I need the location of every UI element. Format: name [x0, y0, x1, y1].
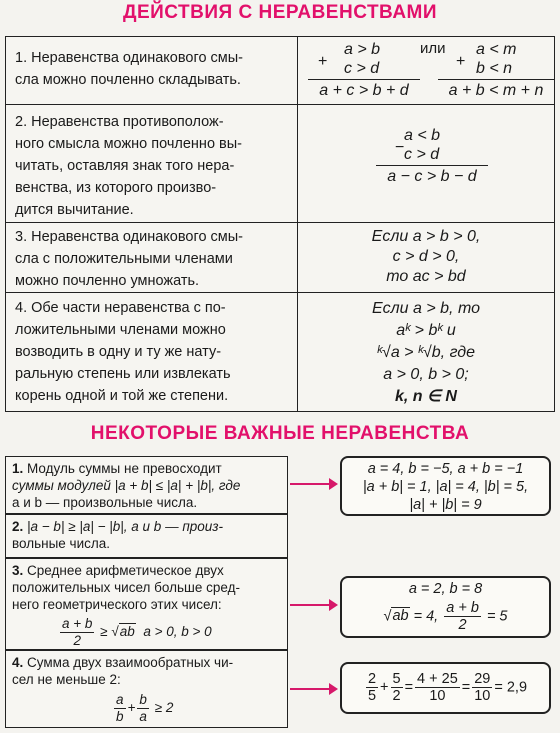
formula-line: c > d > 0, — [392, 248, 460, 265]
frac-den: 10 — [474, 688, 491, 704]
frac-num: 4 + 25 — [417, 671, 458, 687]
frac-num: b — [139, 692, 147, 707]
item-line: суммы модулей |a + b| ≤ |a| + |b|, где — [12, 478, 241, 493]
frac-den: b — [116, 709, 124, 724]
rule-line: можно почленно умножать. — [15, 273, 200, 289]
item-line: положительных чисел больше сред- — [12, 580, 240, 595]
frac-den: 10 — [429, 688, 446, 704]
example-line: |a| + |b| = 9 — [409, 497, 482, 513]
formula-line: то ac > bd — [386, 268, 466, 285]
item-number: 2. — [12, 519, 24, 534]
important-item-4 — [5, 650, 288, 728]
am-gm-formula: $\frac{a + b}{2}$ ≥ √ab a > 0, b > 0 — [62, 616, 212, 648]
frac-num: 2 — [367, 671, 377, 687]
rule-line: 3. Неравенства одинакового смы- — [15, 229, 244, 245]
col-line: a < m — [476, 41, 517, 58]
formula-line: Если a > b, то — [371, 300, 480, 317]
rule-line: сла можно почленно складывать. — [15, 72, 241, 88]
col-result: a + c > b + d — [308, 79, 420, 100]
col-result: a − c > b − d — [376, 165, 488, 186]
item-line: a и b — произвольные числа. — [12, 495, 198, 510]
example-line: a = 4, b = −5, a + b = −1 — [367, 461, 524, 477]
frac-den: 2 — [73, 633, 81, 648]
rule-text-3 — [6, 223, 298, 292]
item-line: Среднее арифметическое двух — [27, 563, 224, 578]
example-line: |a + b| = 1, |a| = 4, |b| = 5, — [362, 479, 529, 495]
formula-line: ᵏ√a > ᵏ√b, где — [376, 344, 476, 361]
example-box-4: $\frac{2}{5}$ + $\frac{5}{2}$ = $\frac{4 + 25}{10}$ = $\frac{29}{10}$ = 2,9 — [340, 662, 551, 714]
formula-line: Если a > b > 0, — [371, 228, 481, 245]
col-line: c > d — [404, 146, 440, 163]
rule-line: венства, из которого произво- — [15, 180, 217, 196]
col-line: b < n — [476, 60, 513, 77]
minus-sign: − — [395, 139, 405, 156]
frac-den: 2 — [458, 617, 467, 633]
rule-text-1 — [6, 37, 298, 104]
item-number: 4. — [12, 655, 24, 670]
sum-column-right — [438, 40, 554, 100]
page-title: ДЕЙСТВИЯ С НЕРАВЕНСТВАМИ — [122, 2, 438, 23]
frac-num: a + b — [62, 616, 93, 631]
example-box-3 — [340, 576, 551, 638]
rule-line: 1. Неравенства одинакового смы- — [15, 50, 244, 66]
rule-row-4 — [6, 292, 554, 411]
rules-table — [5, 36, 555, 412]
root-arg: ab — [392, 608, 409, 625]
rule-line: ральную степень или извлекать — [15, 366, 231, 382]
reciprocal-formula: $\frac{a}{b}$ + $\frac{b}{a}$ ≥ 2 — [116, 692, 174, 724]
rule-row-2 — [6, 104, 554, 222]
frac-den: 5 — [367, 688, 377, 704]
col-result: a + b < m + n — [438, 79, 554, 100]
item-line: сел не меньше 2: — [12, 672, 121, 687]
section-title: НЕКОТОРЫЕ ВАЖНЫЕ НЕРАВЕНСТВА — [90, 423, 470, 444]
col-line: a > b — [344, 41, 381, 58]
important-item-2 — [5, 514, 288, 558]
rule-line: ного смысла можно почленно вы- — [15, 136, 242, 152]
arrow-1 — [290, 483, 336, 485]
rule-line: возводить в одну и ту же нату- — [15, 344, 222, 360]
rule-formula-4 — [298, 293, 554, 411]
frac-num: a + b — [446, 600, 479, 616]
rule-row-3 — [6, 222, 554, 292]
item-line: |a − b| ≥ |a| − |b|, a и b — произ- — [27, 519, 224, 534]
frac-num: 5 — [392, 671, 401, 687]
example-result: = 5 — [486, 608, 508, 625]
rule-formula-1 — [298, 37, 554, 104]
item-line: него геометрического этих чисел: — [12, 597, 222, 612]
or-word: или — [420, 40, 446, 57]
item-line: вольные числа. — [12, 536, 111, 551]
example-eq: = 4, — [413, 608, 439, 625]
rule-formula-2 — [298, 105, 554, 222]
frac-den: a — [139, 709, 147, 724]
rule-line: ложительными членами можно — [15, 322, 226, 338]
sum-column-left — [308, 40, 420, 100]
formula-line: aᵏ > bᵏ и — [396, 322, 456, 339]
example-line: a = 2, b = 8 — [408, 581, 483, 597]
rule-formula-3 — [298, 223, 554, 292]
frac-den: 2 — [392, 688, 401, 704]
rule-line: читать, оставляя знак того нера- — [15, 158, 235, 174]
item-number: 1. — [12, 461, 24, 476]
important-item-1 — [5, 456, 288, 514]
formula-line: a > 0, b > 0; — [383, 366, 469, 383]
important-item-3 — [5, 558, 288, 650]
arrow-3 — [290, 604, 336, 606]
rule-text-4 — [6, 293, 298, 411]
root-arg: ab — [119, 624, 135, 640]
example-result: = 2,9 — [494, 679, 528, 696]
rule-line: корень одной и той же степени. — [15, 388, 229, 404]
formula-line: k, n ∈ N — [395, 388, 457, 405]
rule-row-1 — [6, 37, 554, 104]
condition: a > 0, b > 0 — [143, 624, 212, 640]
rule-line: дится вычитание. — [15, 202, 134, 218]
frac-num: a — [116, 692, 124, 707]
item-line: Модуль суммы не превосходит — [27, 461, 222, 476]
rule-line: 4. Обе части неравенства с по- — [15, 300, 226, 316]
frac-num: 29 — [474, 671, 491, 687]
rule-line: 2. Неравенства противополож- — [15, 114, 224, 130]
example-line: √ab = 4, $\frac{a + b}{2}$ = 5 — [383, 600, 508, 633]
col-line: a < b — [404, 127, 441, 144]
plus-sign: + — [318, 53, 328, 70]
rule-text-2 — [6, 105, 298, 222]
plus-sign: + — [456, 53, 466, 70]
relation: ≥ 2 — [154, 700, 174, 716]
col-line: c > d — [344, 60, 380, 77]
relation: ≥ — [100, 624, 108, 640]
arrow-4 — [290, 688, 336, 690]
rule-line: сла с положительными членами — [15, 251, 233, 267]
item-line: Сумма двух взаимообратных чи- — [27, 655, 234, 670]
example-box-1 — [340, 456, 551, 516]
item-number: 3. — [12, 563, 24, 578]
diff-column — [376, 126, 488, 186]
